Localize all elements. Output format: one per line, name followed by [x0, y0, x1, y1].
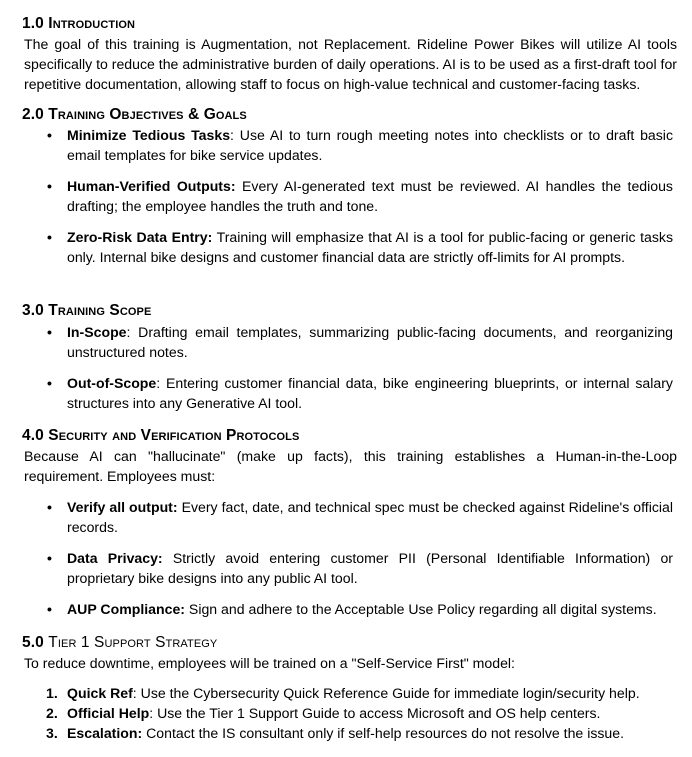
section-introduction: [22, 14, 677, 94]
list-item: [22, 723, 677, 743]
list-item: [22, 548, 677, 588]
list-item: [22, 683, 677, 703]
security-list: [22, 497, 677, 619]
item-term: Official Help: [67, 705, 150, 721]
item-term: Escalation:: [67, 725, 143, 741]
item-text: Use the Tier 1 Support Guide to access Microsoft and OS help centers.: [157, 705, 601, 721]
item-separator: :: [230, 127, 240, 143]
section-paragraph: The goal of this training is Augmentation, not Replacement. Rideline Power Bikes will utilize AI tools specifically to reduce the administrative burden of daily operations. AI is to be used as a first-draft tool for repetitive documentation, allowing staff to focus on high-value technical and customer-facing tasks.: [24, 36, 677, 92]
bullet-icon: •: [47, 229, 52, 245]
item-text: Use the Cybersecurity Quick Reference Guide for immediate login/security help.: [140, 685, 640, 701]
list-item: [22, 599, 677, 619]
section-title: Training Objectives & Goals: [48, 106, 247, 123]
item-term: Verify all output:: [67, 499, 178, 515]
bullet-icon: •: [47, 601, 52, 617]
section-title: Security and Verification Protocols: [48, 427, 300, 444]
section-title: Tier 1 Support Strategy: [48, 634, 218, 651]
item-separator: :: [156, 375, 167, 391]
item-text: Sign and adhere to the Acceptable Use Policy regarding all digital systems.: [188, 601, 657, 617]
item-text: Entering customer financial data, bike engineering blueprints, or internal salary structures into any Generative AI tool.: [67, 375, 673, 411]
item-separator: :: [149, 705, 158, 721]
item-term: In-Scope: [67, 324, 127, 340]
step-number: 1.: [46, 685, 58, 701]
section-number: 5.0: [22, 634, 44, 651]
section-title: Training Scope: [48, 302, 152, 319]
section-support: [22, 633, 677, 743]
item-term: Zero-Risk Data Entry:: [67, 229, 213, 245]
list-item: [22, 497, 677, 537]
section-number: 4.0: [22, 427, 44, 444]
item-text: Use AI to turn rough meeting notes into checklists or to draft basic email templates for bike service updates.: [67, 127, 673, 163]
list-item: [22, 373, 677, 413]
bullet-icon: •: [47, 324, 52, 340]
step-number: 3.: [46, 725, 58, 741]
item-term: AUP Compliance:: [67, 601, 185, 617]
section-number: 1.0: [22, 15, 44, 32]
item-term: Human-Verified Outputs:: [67, 178, 236, 194]
item-text: Drafting email templates, summarizing public-facing documents, and reorganizing unstructured notes.: [67, 324, 673, 360]
step-number: 2.: [46, 705, 58, 721]
item-term: Data Privacy:: [67, 550, 163, 566]
section-heading: [22, 426, 677, 446]
item-separator: :: [126, 324, 139, 340]
section-heading: [22, 105, 677, 125]
section-heading: [22, 633, 677, 653]
list-item: [22, 703, 677, 723]
item-text: Every AI-generated text must be reviewed. AI handles the tedious drafting; the employee handles the truth and tone.: [67, 178, 673, 214]
list-item: [22, 227, 677, 267]
section-security: [22, 426, 677, 619]
section-paragraph: To reduce downtime, employees will be trained on a "Self-Service First" model:: [24, 655, 515, 671]
list-item: [22, 322, 677, 362]
item-text: Strictly avoid entering customer PII (Personal Identifiable Information) or proprietary bike designs into any public AI tool.: [67, 550, 673, 586]
section-objectives: [22, 105, 677, 267]
list-item: [22, 125, 677, 165]
bullet-icon: •: [47, 375, 52, 391]
item-separator: [163, 550, 173, 566]
scope-list: [22, 322, 677, 413]
item-term: Quick Ref: [67, 685, 133, 701]
item-term: Out-of-Scope: [67, 375, 157, 391]
item-term: Minimize Tedious Tasks: [67, 127, 231, 143]
list-item: [22, 176, 677, 216]
support-steps-list: [22, 683, 677, 743]
item-separator: :: [132, 685, 141, 701]
section-heading: [22, 14, 677, 34]
section-scope: [22, 301, 677, 413]
item-text: Contact the IS consultant only if self-help resources do not resolve the issue.: [146, 725, 625, 741]
bullet-icon: •: [47, 499, 52, 515]
item-text: Every fact, date, and technical spec must be checked against Rideline's official records.: [67, 499, 673, 535]
section-number: 3.0: [22, 302, 44, 319]
bullet-icon: •: [47, 127, 52, 143]
bullet-icon: •: [47, 178, 52, 194]
section-number: 2.0: [22, 106, 44, 123]
objectives-list: [22, 125, 677, 267]
item-text: Training will emphasize that AI is a tool for public-facing or generic tasks only. Internal bike designs and customer financial data are strictly off-limits for AI prompts.: [67, 229, 674, 265]
section-paragraph: Because AI can "hallucinate" (make up facts), this training establishes a Human-in-the-Loop requirement. Employees must:: [24, 448, 677, 484]
section-heading: [22, 301, 677, 321]
bullet-icon: •: [47, 550, 52, 566]
section-title: Introduction: [48, 15, 136, 32]
